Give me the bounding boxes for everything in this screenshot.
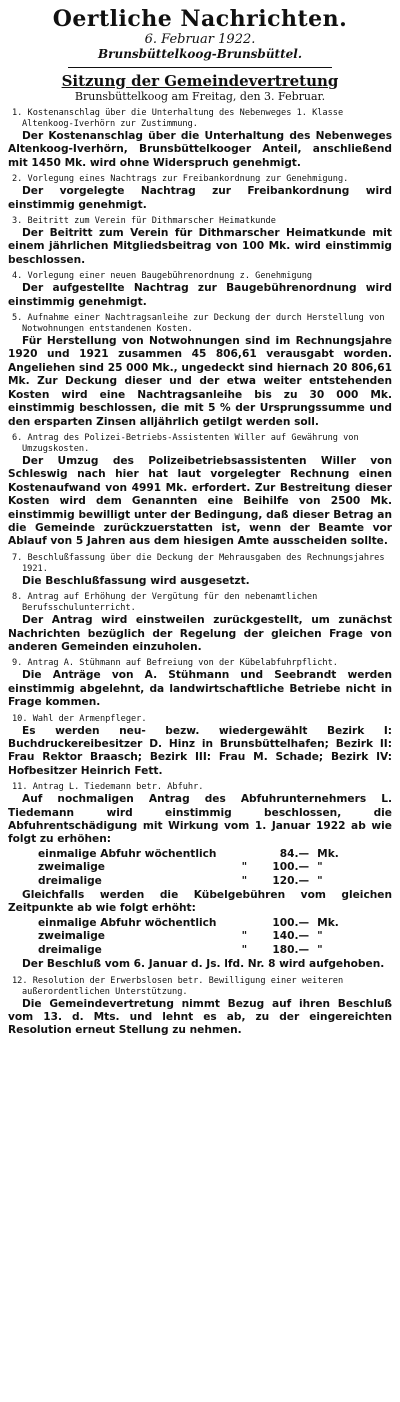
agenda-item-heading: 5. Aufnahme einer Nachtragsanleihe zur Deckung der durch Herstellung von Notwohnungen entstandenen Kosten. [12,313,385,335]
agenda-item-heading: 6. Antrag des Polizei-Betriebs-Assistenten Willer auf Gewährung von Umzugskosten. [12,432,359,454]
agenda-item-text: Die Anträge von A. Stühmann und Seebrandt werden einstimmig abgelehnt, da landwirtschaftliche Betriebe nicht in Frage kommen. [8,669,392,709]
meeting-intro: Brunsbüttelkoog am Freitag, den 3. Februar. [74,90,326,103]
agenda-item-heading: 9. Antrag A. Stühmann auf Befreiung von der Kübelabfuhrpflicht. [12,658,338,669]
fee-ditto: " [241,861,248,874]
agenda-item-text: Die Gemeindevertretung nimmt Bezug auf ihren Beschluß vom 13. d. Mts. und lehnt es ab, zu der eingereichten Resolution erneut Stellung zu nehmen. [8,997,392,1037]
agenda-item-heading: 11. Antrag L. Tiedemann betr. Abfuhr. [12,782,204,793]
fee-label: zweimalige [38,930,105,943]
section-title: Sitzung der Gemeindevertretung [61,72,339,90]
agenda-item-4 [8,271,392,309]
fee-unit: " [317,874,323,887]
agenda-item-text: Der Beitritt zum Verein für Dithmarscher Heimatkunde mit einem jährlichen Mitgliedsbeitrag von 100 Mk. wird einstimmig beschlossen. [8,227,392,266]
fee-ditto [222,917,272,930]
fee-unit: Mk. [317,847,339,860]
agenda-item-1 [8,108,392,170]
fee-row [38,861,345,874]
agenda-item-10 [8,714,392,779]
fee-label: einmalige Abfuhr wöchentlich [38,916,217,929]
fee-row [38,875,345,888]
agenda-item-text: Der vorgelegte Nachtrag zur Freibankordnung wird einstimmig genehmigt. [8,185,392,211]
fee-label: einmalige Abfuhr wöchentlich [38,847,217,860]
agenda-item-text: Auf nochmaligen Antrag des Abfuhrunternehmers L. Tiedemann wird einstimmig beschlossen, die Abfuhrentschädigung mit Wirkung vom 1. Januar 1922 ab wie folgt zu erhöhen: [8,793,392,846]
fee-row [38,848,345,861]
agenda-item-9 [8,658,392,709]
fee-ditto: " [241,943,248,956]
agenda-item-heading: 10. Wahl der Armenpfleger. [12,713,147,724]
agenda-item-heading: 3. Beitritt zum Verein für Dithmarscher Heimatkunde [12,216,276,227]
fee-amount: 120.— [272,874,310,887]
agenda-item-text: Für Herstellung von Notwohnungen sind im Rechnungsjahre 1920 und 1921 zusammen 45 806,61 verausgabt worden. Angeliehen sind 25 000 Mk., ungedeckt sind hiernach 20 806,61 Mk. Zur Deckung dieser und der etwa weiter entstehenden Kosten wird eine Nachtragsanleihe bis zu 30 000 Mk. einstimmig beschlossen, die mit 5 % der Ursprungssumme und den ersparten Zinsen alljährlich getilgt werden soll. [8,335,392,428]
fee-amount: 180.— [272,943,310,956]
agenda-item-text: Die Beschlußfassung wird ausgesetzt. [22,574,250,587]
agenda-item-text: Der Umzug des Polizeibetriebsassistenten Willer von Schleswig nach hier hat laut vorgelegter Rechnung einen Kostenaufwand von 4991 Mk. erfordert. Zur Bestreitung dieser Kosten wird dem Genannten eine Beihilfe von 2500 Mk. einstimmig bewilligt unter der Bedingung, daß dieser Betrag an die Gemeinde zurückzuerstatten ist, wenn der Beamte vor Ablauf von 5 Jahren aus dem hiesigen Amte ausscheiden sollte. [8,454,392,548]
fee-row [38,917,345,930]
fee-ditto: " [241,874,248,887]
fee-row [38,944,345,957]
fee-amount: 100.— [272,861,310,874]
fee-row [38,930,345,943]
fee-label: dreimalige [38,943,102,956]
agenda-item-12 [8,976,392,1038]
fee-amount: 140.— [272,930,310,943]
agenda-item-text: Der Beschluß vom 6. Januar d. Js. lfd. Nr. 8 wird aufgehoben. [22,958,385,971]
agenda-item-11 [8,782,392,971]
agenda-item-7 [8,553,392,588]
agenda-item-text: Der Antrag wird einstweilen zurückgestellt, um zunächst Nachrichten bezüglich der Regelung der gleichen Frage von anderen Gemeinden einzuholen. [8,614,392,653]
fee-unit: " [317,943,323,956]
fee-unit: Mk. [317,916,339,929]
fee-unit: " [317,861,323,874]
fee-ditto: " [241,930,248,943]
agenda-item-heading: 12. Resolution der Erwerbslosen betr. Bewilligung einer weiteren außerordentlichen Unterstützung. [12,975,344,997]
fee-label: dreimalige [38,874,102,887]
removal-fee-table [38,848,345,888]
divider [68,67,332,68]
fee-label: zweimalige [38,861,105,874]
agenda-item-5 [8,313,392,429]
agenda-item-3 [8,216,392,267]
agenda-item-8 [8,592,392,654]
agenda-item-text: Es werden neu- bezw. wiedergewählt Bezirk I: Buchdruckereibesitzer D. Hinz in Brunsbüttelhafen; Bezirk II: Frau Rektor Braasch; Bezirk III: Frau M. Schade; Bezirk IV: Hofbesitzer Heinrich Fett. [8,724,392,777]
agenda-item-text: Der aufgestellte Nachtrag zur Baugebührenordnung wird einstimmig genehmigt. [8,282,392,308]
agenda-item-heading: 7. Beschlußfassung über die Deckung der Mehrausgaben des Rechnungsjahres 1921. [12,552,385,574]
fee-amount: 84.— [279,847,310,860]
agenda-item-6 [8,433,392,549]
agenda-item-heading: 8. Antrag auf Erhöhung der Vergütung für den nebenamtlichen Berufsschulunterricht. [12,592,318,614]
agenda-item-2 [8,174,392,212]
fee-amount: 100.— [272,916,310,929]
agenda-item-heading: 2. Vorlegung eines Nachtrags zur Freibankordnung zur Genehmigung. [12,174,349,185]
agenda-item-heading: 4. Vorlegung einer neuen Baugebührenordnung z. Genehmigung [12,271,313,282]
fee-unit: " [317,930,323,943]
agenda-item-text: Gleichfalls werden die Kübelgebühren vom gleichen Zeitpunkte ab wie folgt erhöht: [8,889,392,915]
agenda-item-text: Der Kostenanschlag über die Unterhaltung des Nebenweges Altenkoog-Iverhörn, Brunsbüttelkooger Anteil, anschließend mit 1450 Mk. wird ohne Widerspruch genehmigt. [8,130,392,169]
agenda-item-heading: 1. Kostenanschlag über die Unterhaltung des Nebenweges 1. Klasse Altenkoog-Iverhörn zur Zustimmung. [12,108,344,129]
place-line: Brunsbüttelkoog-Brunsbüttel. [98,47,302,61]
fee-ditto [222,848,272,861]
headline: Oertliche Nachrichten. [52,6,348,32]
bucket-fee-table [38,917,345,957]
issue-date: 6. Februar 1922. [144,32,256,47]
